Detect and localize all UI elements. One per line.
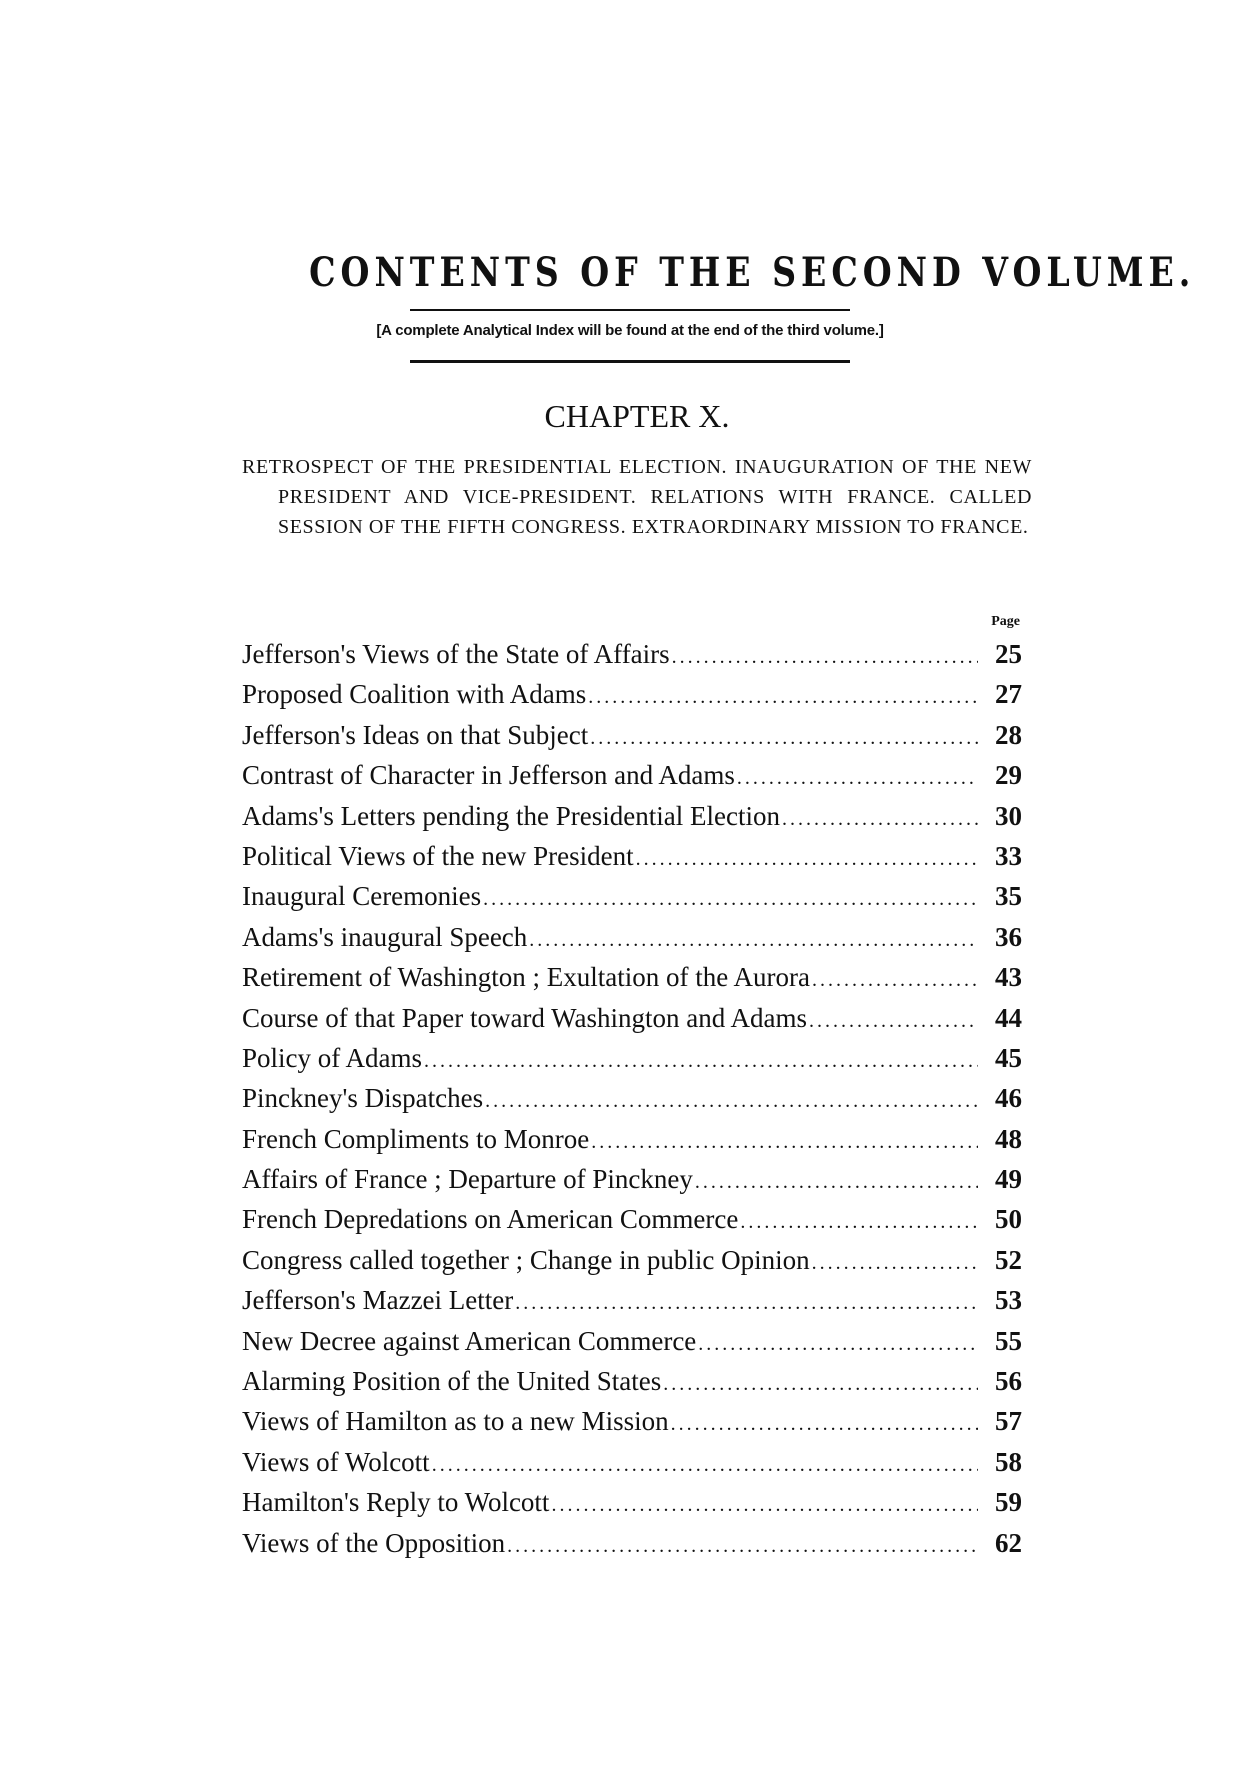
toc-entry-title: French Depredations on American Commerce (242, 1204, 739, 1235)
dot-leader (591, 1131, 978, 1154)
toc-entry-title: Views of Wolcott (242, 1446, 430, 1477)
dot-leader (483, 888, 978, 911)
dot-leader (663, 1373, 978, 1396)
toc-entry (242, 801, 1022, 841)
toc-entry-page: 49 (995, 1164, 1022, 1195)
toc-entry-title: Jefferson's Mazzei Letter (242, 1285, 514, 1316)
dot-leader (740, 1211, 978, 1234)
dot-leader (671, 1413, 978, 1436)
toc-entry (242, 1528, 1022, 1568)
toc-entry (242, 1043, 1022, 1083)
toc-entry (242, 1285, 1022, 1325)
toc-entry-page: 28 (995, 719, 1022, 750)
dot-leader (515, 1292, 978, 1315)
toc-entry (242, 1124, 1022, 1164)
toc-entry-page: 62 (995, 1527, 1022, 1558)
dot-leader (737, 767, 978, 790)
toc-entry-title: Jefferson's Ideas on that Subject (242, 719, 589, 750)
toc-entry-page: 44 (995, 1002, 1022, 1033)
dot-leader (424, 1050, 978, 1073)
dot-leader (485, 1090, 978, 1113)
toc-entry-title: Affairs of France ; Departure of Pinckney (242, 1164, 693, 1195)
toc-entry-page: 59 (995, 1487, 1022, 1518)
dot-leader (809, 1010, 978, 1033)
dot-leader (812, 969, 978, 992)
toc-entry-page: 48 (995, 1123, 1022, 1154)
toc-entry-title: Adams's Letters pending the Presidential Election (242, 800, 780, 831)
toc-entry (242, 1406, 1022, 1446)
page-title: CONTENTS OF THE SECOND VOLUME. (309, 248, 1196, 296)
dot-leader (695, 1171, 978, 1194)
dot-leader (812, 1252, 978, 1275)
index-note: [A complete Analytical Index will be found at the end of the third volume.] (376, 322, 884, 339)
toc-entry-title: Policy of Adams (242, 1042, 422, 1073)
toc-entry-title: French Compliments to Monroe (242, 1123, 590, 1154)
toc-entry-page: 52 (995, 1244, 1022, 1275)
dot-leader (507, 1535, 978, 1558)
toc-entry-title: Jefferson's Views of the State of Affairs (242, 639, 670, 669)
toc-entry (242, 679, 1022, 719)
toc-entry (242, 881, 1022, 921)
dot-leader (698, 1333, 978, 1356)
toc-entry-page: 56 (995, 1366, 1022, 1397)
toc-entry (242, 1447, 1022, 1487)
toc-entry-page: 45 (995, 1042, 1022, 1073)
toc-entry (242, 1204, 1022, 1244)
toc-entry-page: 55 (995, 1325, 1022, 1356)
toc-entry (242, 639, 1022, 679)
toc-entry (242, 1003, 1022, 1043)
toc-entry-title: Views of the Opposition (242, 1527, 506, 1558)
dot-leader (551, 1494, 978, 1517)
dot-leader (672, 646, 978, 669)
toc-entry-title: Congress called together ; Change in public Opinion (242, 1244, 810, 1275)
toc-entry (242, 760, 1022, 800)
table-of-contents (242, 639, 1022, 1568)
toc-entry-page: 27 (995, 679, 1022, 710)
toc-entry-title: Pinckney's Dispatches (242, 1083, 484, 1114)
toc-entry-title: Proposed Coalition with Adams (242, 679, 587, 710)
divider-rule (410, 360, 850, 363)
toc-entry (242, 1164, 1022, 1204)
toc-entry-title: Hamilton's Reply to Wolcott (242, 1487, 550, 1518)
toc-entry-page: 25 (995, 639, 1022, 669)
toc-entry-page: 53 (995, 1285, 1022, 1316)
chapter-heading: CHAPTER X. (544, 398, 730, 434)
toc-entry-page: 30 (995, 800, 1022, 831)
toc-entry-title: Views of Hamilton as to a new Mission (242, 1406, 669, 1437)
divider-rule (410, 309, 850, 311)
toc-entry (242, 1487, 1022, 1527)
toc-entry-title: New Decree against American Commerce (242, 1325, 697, 1356)
toc-entry-title: Adams's inaugural Speech (242, 921, 528, 952)
toc-entry (242, 1326, 1022, 1366)
toc-entry-page: 50 (995, 1204, 1022, 1235)
toc-entry (242, 841, 1022, 881)
dot-leader (588, 686, 978, 709)
toc-entry (242, 720, 1022, 760)
page-column-label: Page (991, 614, 1020, 629)
toc-entry (242, 1245, 1022, 1285)
toc-entry (242, 1083, 1022, 1123)
toc-entry-page: 29 (995, 760, 1022, 791)
toc-entry (242, 962, 1022, 1002)
chapter-synopsis: RETROSPECT OF THE PRESIDENTIAL ELECTION. INAUGURATION OF THE NEW PRESIDENT AND VICE-PRESIDENT. RELATIONS WITH FRANCE. CALLED SESSION OF THE FIFTH CONGRESS. EXTRAORDINARY MISSION TO FRANCE. (242, 456, 1032, 538)
dot-leader (636, 848, 978, 871)
toc-entry-title: Alarming Position of the United States (242, 1366, 662, 1397)
dot-leader (590, 727, 978, 750)
toc-entry-page: 46 (995, 1083, 1022, 1114)
toc-entry-title: Political Views of the new President (242, 840, 634, 871)
toc-entry-page: 36 (995, 921, 1022, 952)
toc-entry-title: Contrast of Character in Jefferson and Adams (242, 760, 735, 791)
toc-entry (242, 922, 1022, 962)
toc-entry-page: 35 (995, 881, 1022, 912)
dot-leader (782, 808, 978, 831)
toc-entry-title: Course of that Paper toward Washington and Adams (242, 1002, 807, 1033)
dot-leader (432, 1454, 978, 1477)
toc-entry-page: 33 (995, 840, 1022, 871)
toc-entry-page: 43 (995, 962, 1022, 993)
toc-entry-page: 58 (995, 1446, 1022, 1477)
toc-entry (242, 1366, 1022, 1406)
dot-leader (529, 929, 978, 952)
toc-entry-title: Retirement of Washington ; Exultation of the Aurora (242, 962, 810, 993)
toc-entry-page: 57 (995, 1406, 1022, 1437)
toc-entry-title: Inaugural Ceremonies (242, 881, 482, 912)
